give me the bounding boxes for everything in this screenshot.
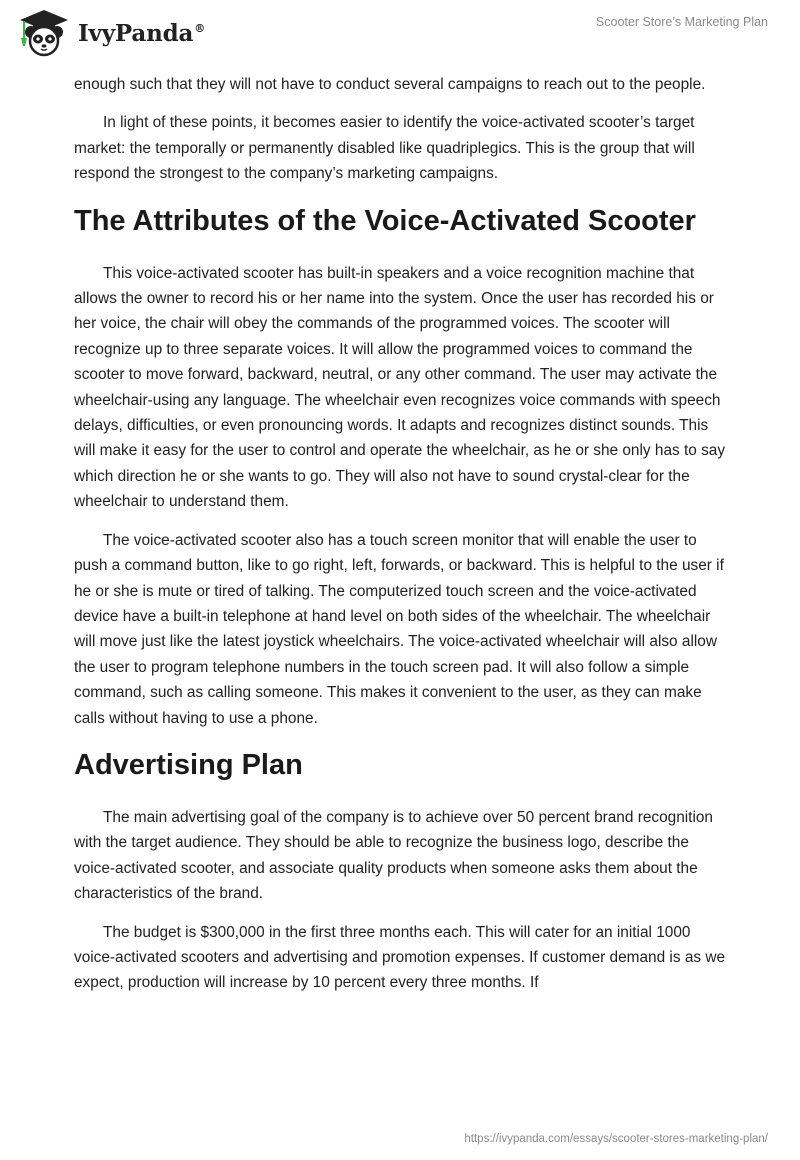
- brand-name: IvyPanda®: [78, 19, 205, 47]
- paragraph: enough such that they will not have to conduct several campaigns to reach out to the people.: [74, 76, 706, 93]
- section-heading-attributes: The Attributes of the Voice-Activated Scooter: [74, 204, 696, 237]
- page-header: [0, 0, 800, 70]
- paragraph: The main advertising goal of the company is to achieve over 50 percent brand recognition with the target audience. They should be able to recognize the business logo, describe the voice-activated scooter, and associate quality products when someone asks them about the characteristics of the brand.: [74, 808, 713, 903]
- paragraph: In light of these points, it becomes easier to identify the voice-activated scooter’s target market: the temporally or permanently disabled like quadriplegics. This is the group that will respond the strongest to the company’s marketing campaigns.: [74, 114, 695, 183]
- ivypanda-logo[interactable]: [16, 8, 205, 58]
- panda-graduate-icon: [16, 8, 72, 58]
- section-heading-advertising: Advertising Plan: [74, 748, 303, 781]
- paragraph: The budget is $300,000 in the first three months each. This will cater for an initial 1000 voice-activated scooters and advertising and promotion expenses. If customer demand is as we expect, production will increase by 10 percent every three months. If: [74, 923, 726, 992]
- source-url-link[interactable]: https://ivypanda.com/essays/scooter-stores-marketing-plan/: [464, 1133, 768, 1145]
- paragraph: This voice-activated scooter has built-in speakers and a voice recognition machine that allows the owner to record his or her name into the system. Once the user has recorded his or her voice, the chair will obey the commands of the programmed voices. The scooter will recognize up to three separate voices. It will allow the programmed voices to command the scooter to move forward, backward, neutral, or any other command. The user may activate the wheelchair-using any language. The wheelchair even recognizes voice commands with speech delays, difficulties, or even pronouncing words. It adapts and recognizes distinct sounds. This will make it easy for the user to control and operate the wheelchair, as he or she only has to say which direction he or she wants to go. They will also not have to sound crystal-clear for the wheelchair to understand them.: [74, 264, 726, 511]
- paragraph: The voice-activated scooter also has a touch screen monitor that will enable the user to push a command button, like to go right, left, forwards, or backward. This is helpful to the user if he or she is mute or tired of talking. The computerized touch screen and the voice-activated device have a built-in telephone at hand level on both sides of the wheelchair. The wheelchair will move just like the latest joystick wheelchairs. The voice-activated wheelchair will also allow the user to program telephone numbers in the touch screen pad. It will also follow a simple command, such as calling someone. This makes it convenient to the user, as they can make calls without having to use a phone.: [74, 531, 724, 727]
- document-title: Scooter Store’s Marketing Plan: [595, 15, 768, 29]
- essay-content: [74, 72, 726, 1009]
